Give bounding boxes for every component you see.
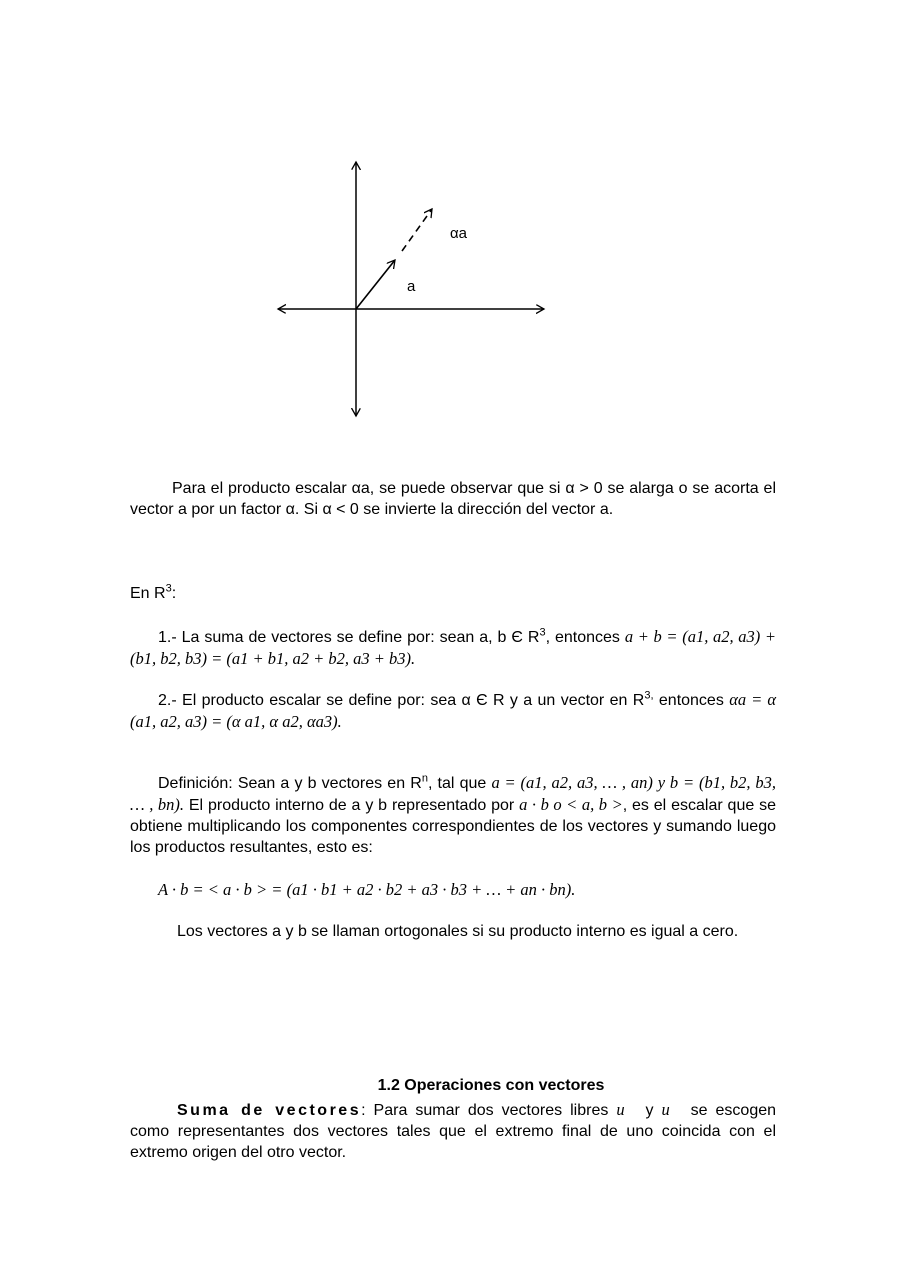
label-alpha-a: αa xyxy=(450,225,468,242)
section-heading-operaciones: 1.2 Operaciones con vectores xyxy=(377,1077,605,1094)
suma-vector-u2: u⃗ xyxy=(661,1100,683,1119)
item2-text-2: entonces xyxy=(653,692,730,709)
equation-formula: A · b = < a · b > = (a1 · b1 + a2 · b2 + a3 · b3 + … + an · bn). xyxy=(158,880,576,899)
item1-formula: a + b = (a1, a2, a3) + (b1, b2, b3) = (a1 + b1, a2 + b2, a3 + b3). xyxy=(130,627,776,668)
definition-formula-2: a · b o < a, b > xyxy=(519,795,623,814)
vector-a-arrow xyxy=(356,260,395,309)
paragraph-scalar-product: Para el producto escalar αa, se puede observar que si α > 0 se alarga o se acorta el vector a por un factor α. Si α < 0 se invierte la dirección del vector a. xyxy=(130,480,776,518)
suma-text-1: : Para sumar dos vectores libres xyxy=(361,1102,617,1119)
paragraph-inner-product-definition xyxy=(130,772,776,858)
item1-text: 1.- La suma de vectores se define por: sean a, b Є R xyxy=(158,629,540,646)
paragraph-en-r3 xyxy=(130,583,776,604)
paragraph-orthogonal-vectors: Los vectores a y b se llaman ortogonales si su producto interno es igual a cero. xyxy=(177,923,739,940)
definition-superscript: n xyxy=(421,772,428,785)
list-item-vector-sum xyxy=(130,626,776,670)
en-r3-colon: : xyxy=(171,585,177,602)
definition-text-2: , tal que xyxy=(427,775,492,792)
en-r3-superscript: 3 xyxy=(165,582,172,595)
vector-alpha-a-arrow xyxy=(402,209,432,251)
inner-product-equation xyxy=(130,879,804,901)
suma-vector-u1: u⃗ xyxy=(616,1100,638,1119)
en-r3-text: En R xyxy=(130,585,166,602)
suma-text-2: y xyxy=(637,1102,662,1119)
vector-scaling-diagram xyxy=(258,145,558,430)
suma-text-3: se escogen como representantes dos vectores tales que el extremo final de uno coincida con el extremo origen del otro vector. xyxy=(130,1102,777,1161)
paragraph-suma-de-vectores xyxy=(130,1099,776,1163)
definition-text: Definición: Sean a y b vectores en R xyxy=(158,775,422,792)
definition-text-3: El producto interno de a y b representado por xyxy=(184,797,520,814)
definition-formula-1: a = (a1, a2, a3, … , an) y b = (b1, b2, b3, … , bn). xyxy=(130,773,777,814)
item2-superscript: 3, xyxy=(644,689,654,702)
item2-text: 2.- El producto escalar se define por: sea α Є R y a un vector en R xyxy=(158,692,645,709)
item1-text-2: , entonces xyxy=(545,629,625,646)
suma-bold-label: Suma de vectores xyxy=(177,1102,362,1119)
label-a: a xyxy=(407,278,416,295)
item1-superscript: 3 xyxy=(539,626,546,639)
item2-formula: αa = α (a1, a2, a3) = (α a1, α a2, αa3). xyxy=(130,690,776,731)
definition-text-4: , es el escalar que se obtiene multiplicando los componentes correspondientes de los vectores y sumando luego los productos resultantes, esto es: xyxy=(130,797,777,856)
list-item-scalar-product xyxy=(130,689,776,733)
